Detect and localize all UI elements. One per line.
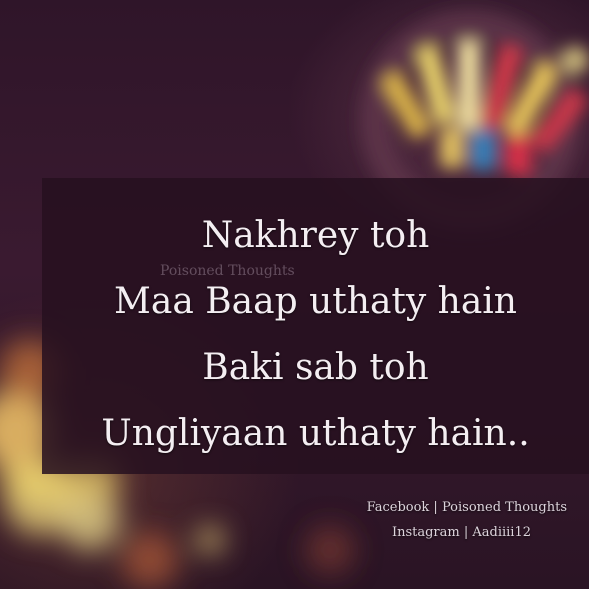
quote-line-1: Nakhrey toh: [201, 215, 430, 256]
quote-line-2: Maa Baap uthaty hain: [114, 281, 517, 322]
instagram-credit: Instagram | Aadiiii12: [391, 525, 531, 540]
quote-line-4: Ungliyaan uthaty hain..: [101, 413, 530, 454]
facebook-credit: Facebook | Poisoned Thoughts: [366, 500, 567, 515]
quote-line-3: Baki sab toh: [202, 347, 429, 388]
watermark: Poisoned Thoughts: [160, 263, 295, 279]
quote-box: [42, 178, 589, 474]
